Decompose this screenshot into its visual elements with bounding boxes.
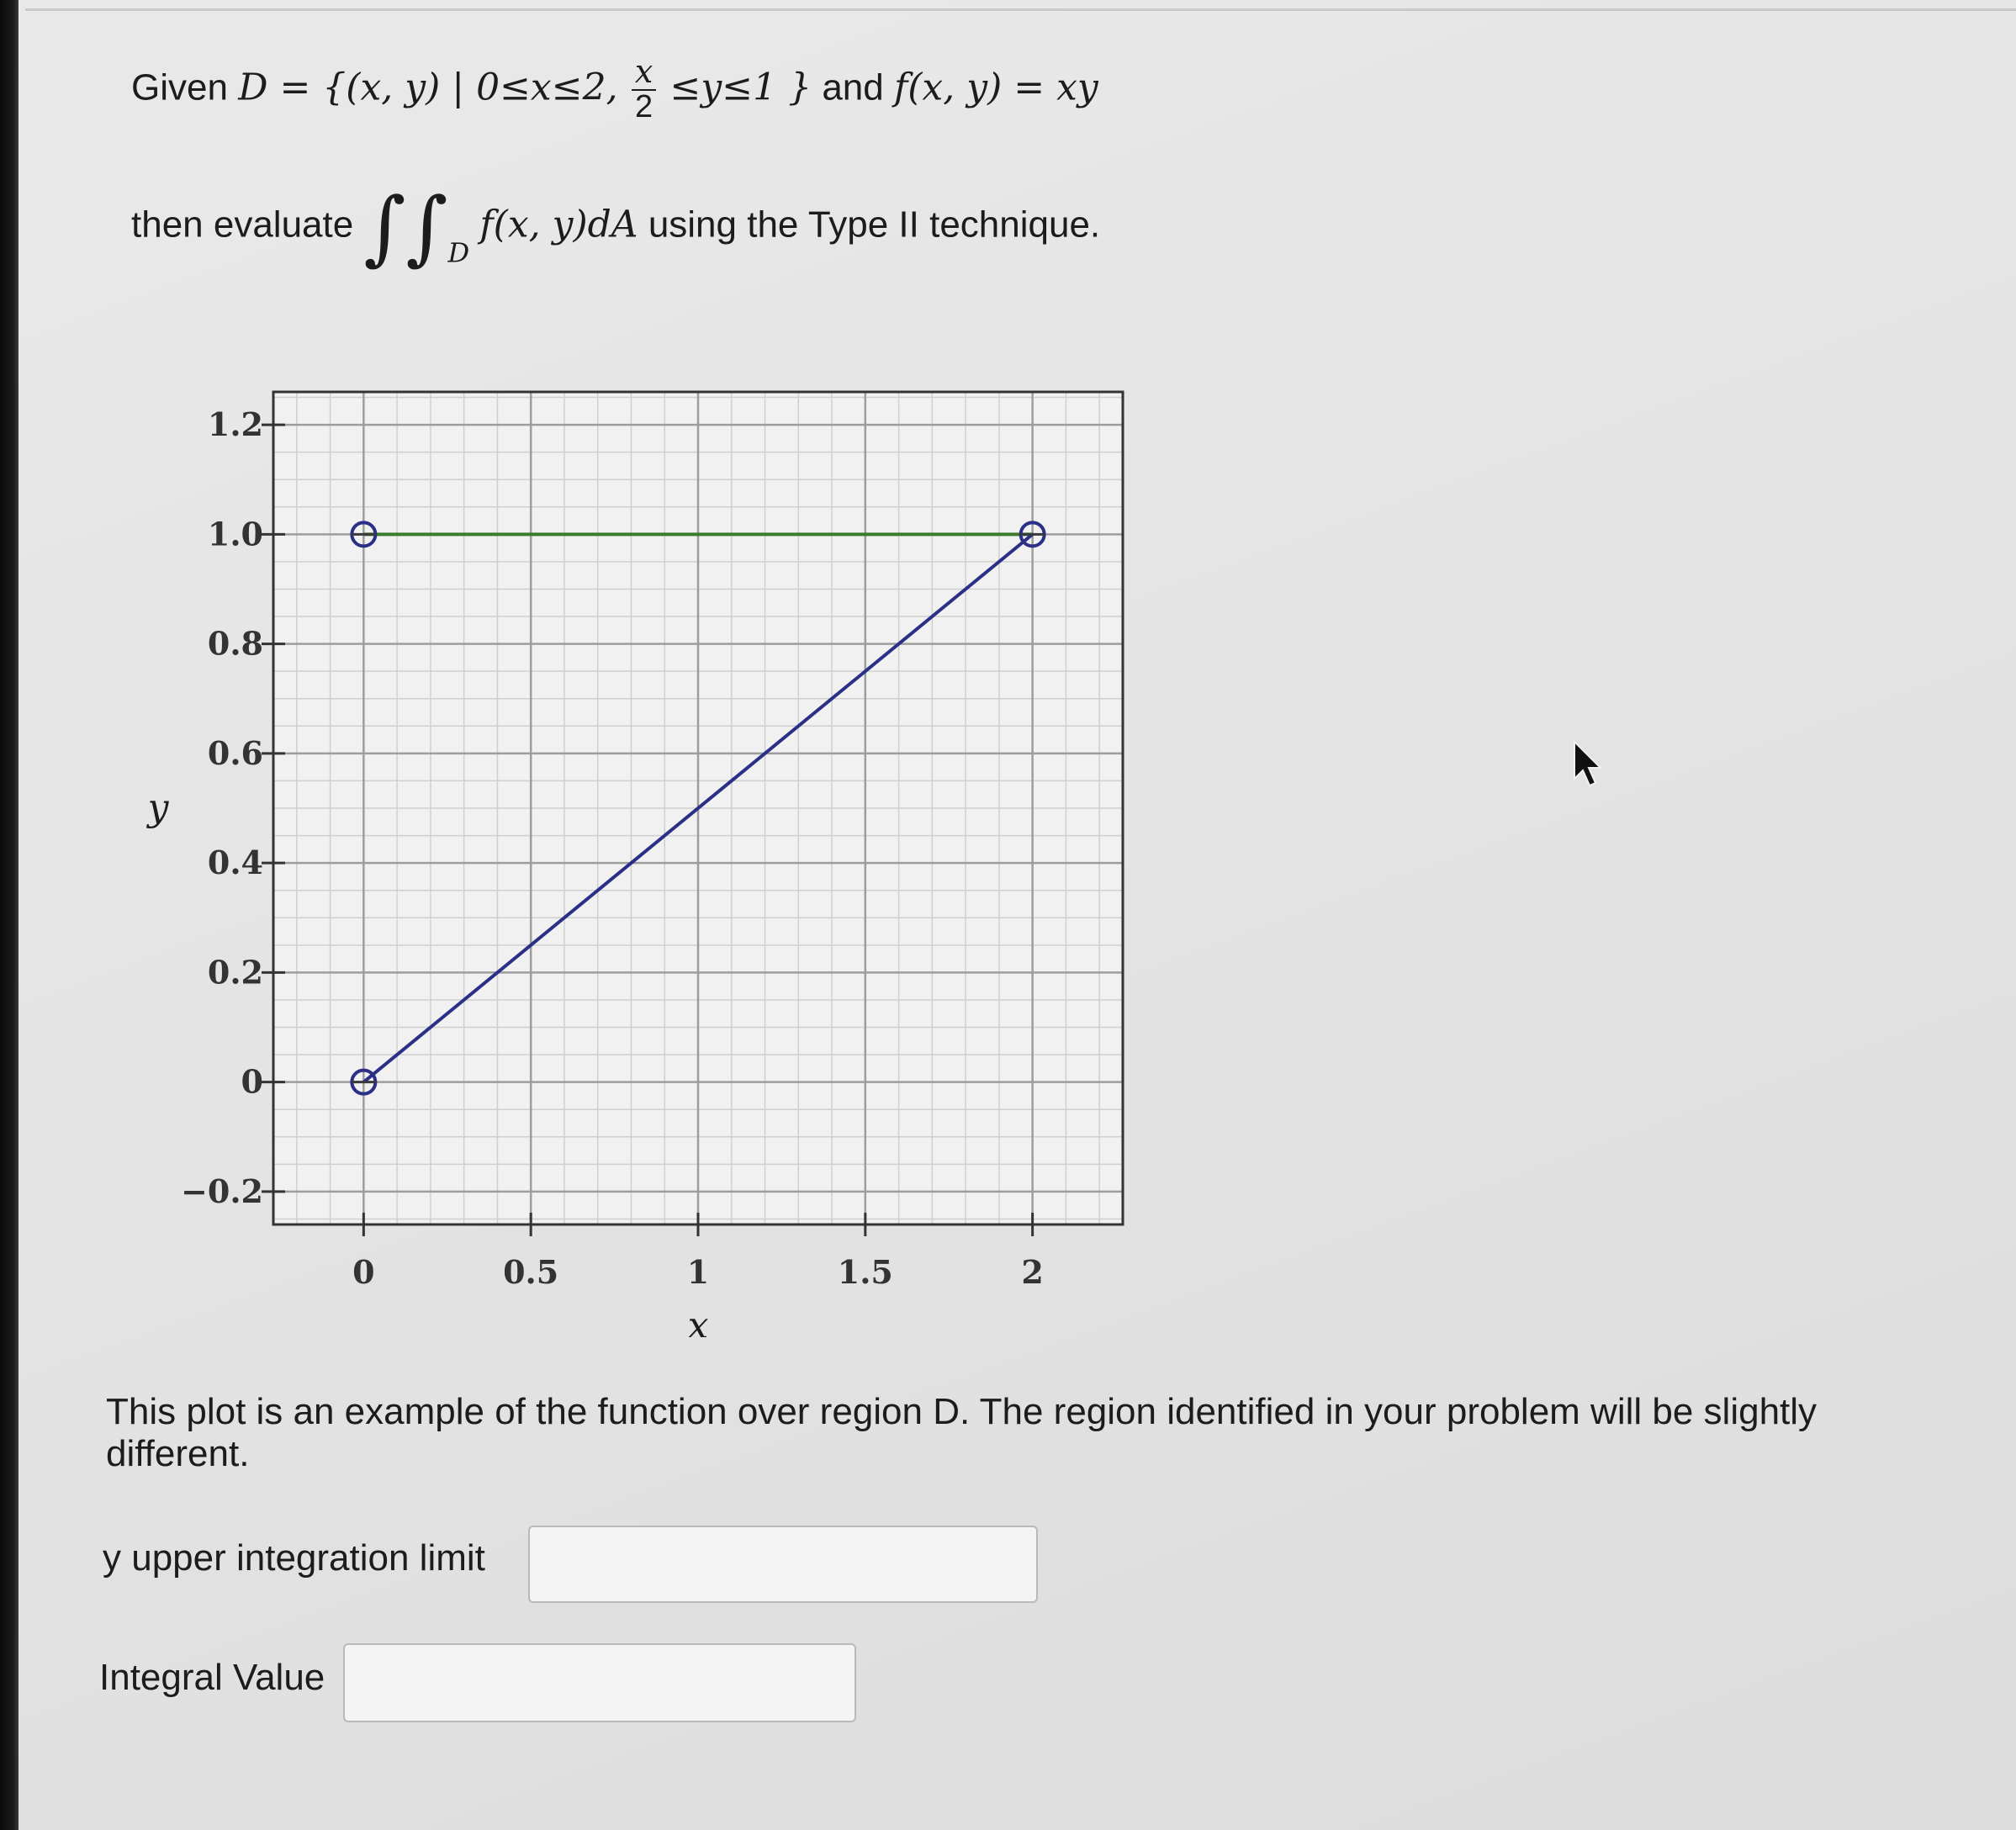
integral-value-input[interactable] [343,1643,856,1722]
page-top-border [25,8,2016,11]
problem-statement-line1 [131,53,1098,124]
y-tick-label: 1.0 [207,515,263,553]
y-tick-label: 1.2 [207,405,263,444]
x-tick-label: 1.5 [837,1253,893,1291]
technique-label: using the Type II technique. [648,204,1101,246]
screen-bezel [0,0,19,1830]
set-definition-end: ≤y≤1 } [669,66,812,109]
y-tick-label: 0.6 [207,733,263,772]
x-tick-label: 2 [1021,1253,1044,1291]
fraction-numerator: x [632,56,656,91]
y-axis-label: y [147,786,169,829]
fraction-denominator: 2 [634,88,653,124]
given-label: Given [131,66,228,108]
set-fraction [632,53,656,124]
y-tick-label: 0.4 [207,844,263,882]
plot-caption: This plot is an example of the function over region D. The region identified in your problem will be slightly different. [106,1391,1818,1474]
x-tick-label: 0 [352,1253,375,1291]
y-tick-label: 0.2 [207,953,263,992]
double-integral-symbol: ∫∫ [363,180,448,274]
y-tick-label: 0.8 [207,624,263,663]
and-label: and [822,66,884,108]
x-tick-label: 1 [686,1253,710,1291]
integrand: f(x, y)dA [479,203,638,246]
y-upper-limit-input[interactable] [528,1526,1038,1603]
x-tick-label: 0.5 [503,1253,559,1291]
integral-value-label: Integral Value [99,1657,325,1698]
mouse-cursor-icon [1571,740,1605,787]
region-plot [118,370,1177,1337]
problem-statement-line2 [131,180,1101,274]
function-definition: f(x, y) = xy [893,66,1098,109]
y-tick-label: −0.2 [181,1172,263,1210]
integral-region-subscript: D [447,236,470,269]
set-definition-start: D = {(x, y) | 0≤x≤2, [238,66,618,109]
y-tick-label: 0 [241,1062,263,1101]
then-evaluate-label: then evaluate [131,204,354,246]
y-upper-limit-label: y upper integration limit [103,1537,485,1579]
x-axis-label: x [687,1304,709,1337]
